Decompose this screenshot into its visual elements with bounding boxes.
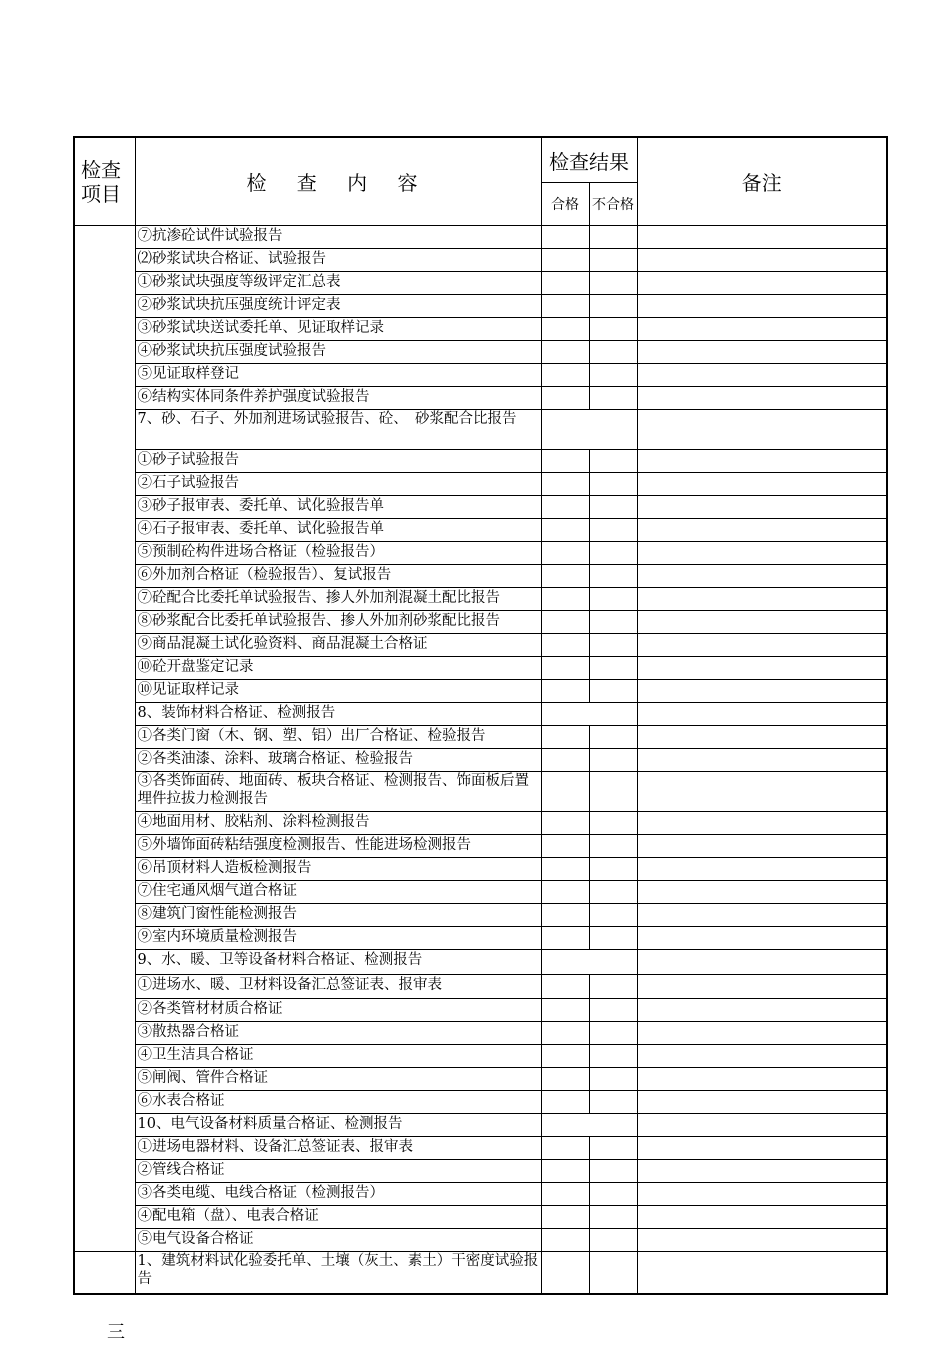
- content-cell: 9、水、暖、卫等设备材料合格证、检测报告: [135, 950, 541, 975]
- table-row: [74, 611, 887, 634]
- content-cell: ③各类饰面砖、地面砖、板块合格证、检测报告、饰面板后置埋件拉拔力检测报告: [135, 772, 541, 812]
- table-row: [74, 657, 887, 680]
- note-cell: [637, 812, 887, 835]
- pass-cell: [541, 999, 589, 1022]
- result-cell: [541, 950, 637, 975]
- note-cell: [637, 249, 887, 272]
- table-row: [74, 272, 887, 295]
- note-cell: [637, 519, 887, 542]
- content-cell: ⑥吊顶材料人造板检测报告: [135, 858, 541, 881]
- content-cell: ⑥结构实体同条件养护强度试验报告: [135, 387, 541, 410]
- pass-cell: [541, 473, 589, 496]
- pass-cell: [541, 611, 589, 634]
- content-cell: ③散热器合格证: [135, 1022, 541, 1045]
- note-cell: [637, 1045, 887, 1068]
- pass-cell: [541, 1068, 589, 1091]
- note-cell: [637, 496, 887, 519]
- table-row: [74, 749, 887, 772]
- content-cell: 10、电气设备材料质量合格证、检测报告: [135, 1114, 541, 1137]
- content-cell: 8、装饰材料合格证、检测报告: [135, 703, 541, 726]
- pass-cell: [541, 1183, 589, 1206]
- pass-cell: [541, 634, 589, 657]
- pass-cell: [541, 249, 589, 272]
- pass-cell: [541, 364, 589, 387]
- fail-cell: [589, 226, 637, 249]
- content-cell: ②管线合格证: [135, 1160, 541, 1183]
- note-cell: [637, 1022, 887, 1045]
- note-cell: [637, 657, 887, 680]
- pass-cell: [541, 588, 589, 611]
- note-cell: [637, 1068, 887, 1091]
- note-cell: [637, 565, 887, 588]
- note-cell: [637, 726, 887, 749]
- note-cell: [637, 410, 887, 450]
- table-row: [74, 904, 887, 927]
- content-cell: ④卫生洁具合格证: [135, 1045, 541, 1068]
- header-result: 检查结果: [541, 137, 637, 183]
- note-cell: [637, 450, 887, 473]
- table-row: [74, 1137, 887, 1160]
- pass-cell: [541, 881, 589, 904]
- header-pass: 合格: [541, 183, 589, 226]
- fail-cell: [589, 634, 637, 657]
- pass-cell: [541, 1229, 589, 1252]
- note-cell: [637, 295, 887, 318]
- note-cell: [637, 999, 887, 1022]
- result-cell: [541, 703, 637, 726]
- note-cell: [637, 881, 887, 904]
- fail-cell: [589, 904, 637, 927]
- table-row: [74, 1091, 887, 1114]
- table-row: [74, 410, 887, 450]
- note-cell: [637, 1183, 887, 1206]
- pass-cell: [541, 904, 589, 927]
- pass-cell: [541, 1137, 589, 1160]
- note-cell: [637, 341, 887, 364]
- note-cell: [637, 904, 887, 927]
- content-cell: ⑦砼配合比委托单试验报告、掺人外加剂混凝土配比报告: [135, 588, 541, 611]
- pass-cell: [541, 772, 589, 812]
- fail-cell: [589, 1183, 637, 1206]
- table-row: [74, 1022, 887, 1045]
- content-cell: ⑦抗渗砼试件试验报告: [135, 226, 541, 249]
- fail-cell: [589, 1022, 637, 1045]
- table-row: [74, 295, 887, 318]
- table-row: [74, 1229, 887, 1252]
- content-cell: ①进场水、暖、卫材料设备汇总签证表、报审表: [135, 975, 541, 999]
- pass-cell: [541, 657, 589, 680]
- note-cell: [637, 1091, 887, 1114]
- table-row: [74, 588, 887, 611]
- pass-cell: [541, 542, 589, 565]
- content-cell: ⑥外加剂合格证（检验报告）、复试报告: [135, 565, 541, 588]
- pass-cell: [541, 1160, 589, 1183]
- result-cell: [541, 410, 637, 450]
- table-body: [74, 226, 887, 1294]
- table-row: [74, 473, 887, 496]
- fail-cell: [589, 999, 637, 1022]
- table-row: [74, 1206, 887, 1229]
- fail-cell: [589, 272, 637, 295]
- page-mark: 三: [107, 1322, 125, 1343]
- content-cell: ⑥水表合格证: [135, 1091, 541, 1114]
- fail-cell: [589, 588, 637, 611]
- note-cell: [637, 680, 887, 703]
- table-row: [74, 680, 887, 703]
- note-cell: [637, 749, 887, 772]
- content-cell: ⑧建筑门窗性能检测报告: [135, 904, 541, 927]
- content-cell: ③各类电缆、电线合格证（检测报告）: [135, 1183, 541, 1206]
- content-cell: ①各类门窗（木、钢、塑、铝）出厂合格证、检验报告: [135, 726, 541, 749]
- table-row: [74, 450, 887, 473]
- pass-cell: [541, 1206, 589, 1229]
- table-row: [74, 318, 887, 341]
- content-cell: ⑦住宅通风烟气道合格证: [135, 881, 541, 904]
- note-cell: [637, 1206, 887, 1229]
- note-cell: [637, 1114, 887, 1137]
- note-cell: [637, 473, 887, 496]
- project-cell: [74, 1252, 135, 1294]
- fail-cell: [589, 611, 637, 634]
- fail-cell: [589, 1252, 637, 1294]
- pass-cell: [541, 565, 589, 588]
- content-cell: ⑤电气设备合格证: [135, 1229, 541, 1252]
- note-cell: [637, 588, 887, 611]
- content-cell: ⑩见证取样记录: [135, 680, 541, 703]
- pass-cell: [541, 858, 589, 881]
- fail-cell: [589, 1206, 637, 1229]
- table-row: [74, 1160, 887, 1183]
- note-cell: [637, 1137, 887, 1160]
- note-cell: [637, 772, 887, 812]
- content-cell: ①进场电器材料、设备汇总签证表、报审表: [135, 1137, 541, 1160]
- fail-cell: [589, 341, 637, 364]
- fail-cell: [589, 1091, 637, 1114]
- note-cell: [637, 975, 887, 999]
- fail-cell: [589, 1137, 637, 1160]
- inspection-table: [73, 136, 888, 1295]
- content-cell: ⑨商品混凝土试化验资料、商品混凝土合格证: [135, 634, 541, 657]
- table-row: [74, 496, 887, 519]
- content-cell: ④地面用材、胶粘剂、涂料检测报告: [135, 812, 541, 835]
- fail-cell: [589, 812, 637, 835]
- table-row: [74, 634, 887, 657]
- pass-cell: [541, 749, 589, 772]
- pass-cell: [541, 680, 589, 703]
- fail-cell: [589, 565, 637, 588]
- table-row: [74, 999, 887, 1022]
- note-cell: [637, 364, 887, 387]
- table-row: [74, 812, 887, 835]
- fail-cell: [589, 318, 637, 341]
- content-cell: ③砂浆试块送试委托单、见证取样记录: [135, 318, 541, 341]
- fail-cell: [589, 726, 637, 749]
- table-row: [74, 542, 887, 565]
- content-cell: ②砂浆试块抗压强度统计评定表: [135, 295, 541, 318]
- content-cell: ⑩砼开盘鉴定记录: [135, 657, 541, 680]
- table-row: [74, 703, 887, 726]
- fail-cell: [589, 927, 637, 950]
- header-project-label: 检查项目: [81, 157, 121, 206]
- fail-cell: [589, 450, 637, 473]
- header-fail: 不合格: [589, 183, 637, 226]
- note-cell: [637, 611, 887, 634]
- fail-cell: [589, 295, 637, 318]
- pass-cell: [541, 318, 589, 341]
- table-row: [74, 927, 887, 950]
- fail-cell: [589, 249, 637, 272]
- pass-cell: [541, 496, 589, 519]
- content-cell: ⑤见证取样登记: [135, 364, 541, 387]
- note-cell: [637, 950, 887, 975]
- pass-cell: [541, 387, 589, 410]
- table-row: [74, 1114, 887, 1137]
- pass-cell: [541, 226, 589, 249]
- fail-cell: [589, 1229, 637, 1252]
- fail-cell: [589, 772, 637, 812]
- pass-cell: [541, 519, 589, 542]
- content-cell: ①砂浆试块强度等级评定汇总表: [135, 272, 541, 295]
- fail-cell: [589, 680, 637, 703]
- header-note: 备注: [637, 137, 887, 226]
- fail-cell: [589, 657, 637, 680]
- table-row: [74, 772, 887, 812]
- content-cell: ④石子报审表、委托单、试化验报告单: [135, 519, 541, 542]
- table-row: [74, 565, 887, 588]
- table-row: [74, 519, 887, 542]
- table-row: [74, 226, 887, 249]
- content-cell: ①砂子试验报告: [135, 450, 541, 473]
- table-row: [74, 835, 887, 858]
- fail-cell: [589, 858, 637, 881]
- note-cell: [637, 1229, 887, 1252]
- header-project: [74, 137, 135, 226]
- table-row: [74, 364, 887, 387]
- table-row: [74, 341, 887, 364]
- pass-cell: [541, 975, 589, 999]
- fail-cell: [589, 1160, 637, 1183]
- content-cell: ④砂浆试块抗压强度试验报告: [135, 341, 541, 364]
- content-cell: 7、砂、石子、外加剂进场试验报告、砼、 砂浆配合比报告: [135, 410, 541, 450]
- table-row: [74, 387, 887, 410]
- table-row: [74, 1068, 887, 1091]
- fail-cell: [589, 749, 637, 772]
- fail-cell: [589, 364, 637, 387]
- header-content: 检 查 内 容: [135, 137, 541, 226]
- note-cell: [637, 1252, 887, 1294]
- note-cell: [637, 835, 887, 858]
- content-cell: ⑨室内环境质量检测报告: [135, 927, 541, 950]
- pass-cell: [541, 1045, 589, 1068]
- content-cell: ②各类油漆、涂料、玻璃合格证、检验报告: [135, 749, 541, 772]
- table-row: [74, 1252, 887, 1294]
- table-row: [74, 858, 887, 881]
- table-row: [74, 950, 887, 975]
- content-cell: ④配电箱（盘）、电表合格证: [135, 1206, 541, 1229]
- fail-cell: [589, 1045, 637, 1068]
- content-cell: ⑤预制砼构件进场合格证（检验报告）: [135, 542, 541, 565]
- note-cell: [637, 318, 887, 341]
- table-row: [74, 1183, 887, 1206]
- pass-cell: [541, 450, 589, 473]
- content-cell: ②各类管材材质合格证: [135, 999, 541, 1022]
- pass-cell: [541, 1022, 589, 1045]
- pass-cell: [541, 927, 589, 950]
- table-row: [74, 975, 887, 999]
- pass-cell: [541, 272, 589, 295]
- pass-cell: [541, 1091, 589, 1114]
- note-cell: [637, 634, 887, 657]
- result-cell: [541, 1114, 637, 1137]
- pass-cell: [541, 295, 589, 318]
- note-cell: [637, 226, 887, 249]
- note-cell: [637, 703, 887, 726]
- table-row: [74, 881, 887, 904]
- content-cell: ⑤闸阀、管件合格证: [135, 1068, 541, 1091]
- pass-cell: [541, 812, 589, 835]
- content-cell: ⑤外墙饰面砖粘结强度检测报告、性能进场检测报告: [135, 835, 541, 858]
- fail-cell: [589, 1068, 637, 1091]
- table-row: [74, 249, 887, 272]
- note-cell: [637, 1160, 887, 1183]
- note-cell: [637, 927, 887, 950]
- fail-cell: [589, 519, 637, 542]
- fail-cell: [589, 496, 637, 519]
- fail-cell: [589, 835, 637, 858]
- note-cell: [637, 542, 887, 565]
- pass-cell: [541, 341, 589, 364]
- fail-cell: [589, 387, 637, 410]
- note-cell: [637, 387, 887, 410]
- table-row: [74, 726, 887, 749]
- table-row: [74, 1045, 887, 1068]
- pass-cell: [541, 835, 589, 858]
- content-cell: ②石子试验报告: [135, 473, 541, 496]
- content-cell: ⑧砂浆配合比委托单试验报告、掺人外加剂砂浆配比报告: [135, 611, 541, 634]
- fail-cell: [589, 881, 637, 904]
- content-cell: ⑵砂浆试块合格证、试验报告: [135, 249, 541, 272]
- note-cell: [637, 272, 887, 295]
- fail-cell: [589, 975, 637, 999]
- content-cell: 1、建筑材料试化验委托单、土壤（灰土、素土）干密度试验报告: [135, 1252, 541, 1294]
- fail-cell: [589, 473, 637, 496]
- pass-cell: [541, 1252, 589, 1294]
- pass-cell: [541, 726, 589, 749]
- project-cell: [74, 226, 135, 1252]
- content-cell: ③砂子报审表、委托单、试化验报告单: [135, 496, 541, 519]
- note-cell: [637, 858, 887, 881]
- fail-cell: [589, 542, 637, 565]
